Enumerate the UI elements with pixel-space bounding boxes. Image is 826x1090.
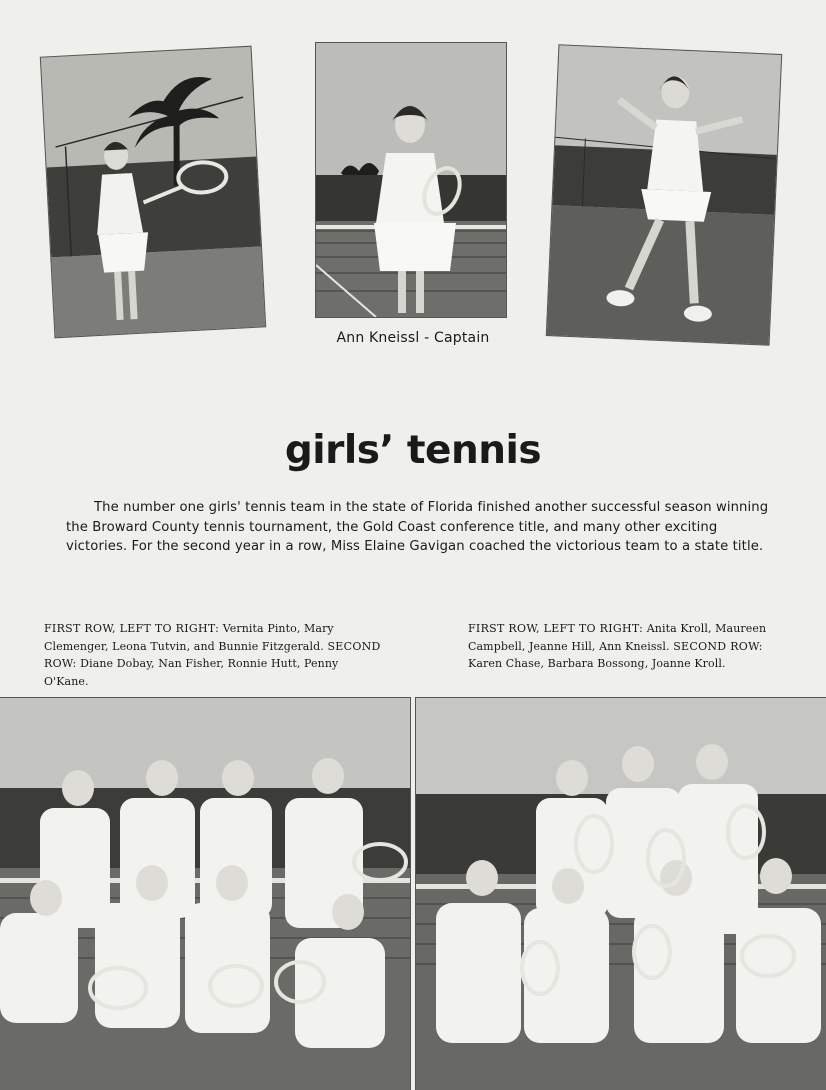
row-names: Diane Dobay, Nan Fisher, Ronnie Hutt, Penny O'Kane. xyxy=(44,657,339,688)
photo-caption: Ann Kneissl - Captain xyxy=(336,330,490,346)
photo-team-group-left xyxy=(0,698,410,1090)
row-names: Anita Kroll, Maureen Campbell, Jeanne Hill, Ann Kneissl. xyxy=(468,622,767,653)
photo-player-serve xyxy=(547,45,781,344)
row-heading: SECOND ROW: xyxy=(44,639,381,670)
photo-captain-ann-kneissl xyxy=(316,43,506,317)
row-heading: SECOND ROW: xyxy=(673,639,763,653)
roster-caption-right xyxy=(468,620,798,673)
page-title: girls’ tennis xyxy=(284,428,542,473)
article-paragraph: The number one girls' tennis team in the state of Florida finished another successful season winning the Broward County tennis tournament, the Gold Coast conference title, and many other exciting victories. For the second year in a row, Miss Elaine Gavigan coached the victorious team to a state title. xyxy=(66,500,769,554)
row-heading: FIRST ROW, LEFT TO RIGHT: xyxy=(468,622,644,635)
photo-player-forehand xyxy=(41,47,265,338)
row-names: Vernita Pinto, Mary Clemenger, Leona Tutvin, and Bunnie Fitzgerald. xyxy=(44,622,334,653)
roster-caption-left xyxy=(44,620,382,690)
photo-team-group-right xyxy=(416,698,826,1090)
row-heading: FIRST ROW, LEFT TO RIGHT: xyxy=(44,622,220,635)
row-names: Karen Chase, Barbara Bossong, Joanne Kroll. xyxy=(468,657,726,670)
